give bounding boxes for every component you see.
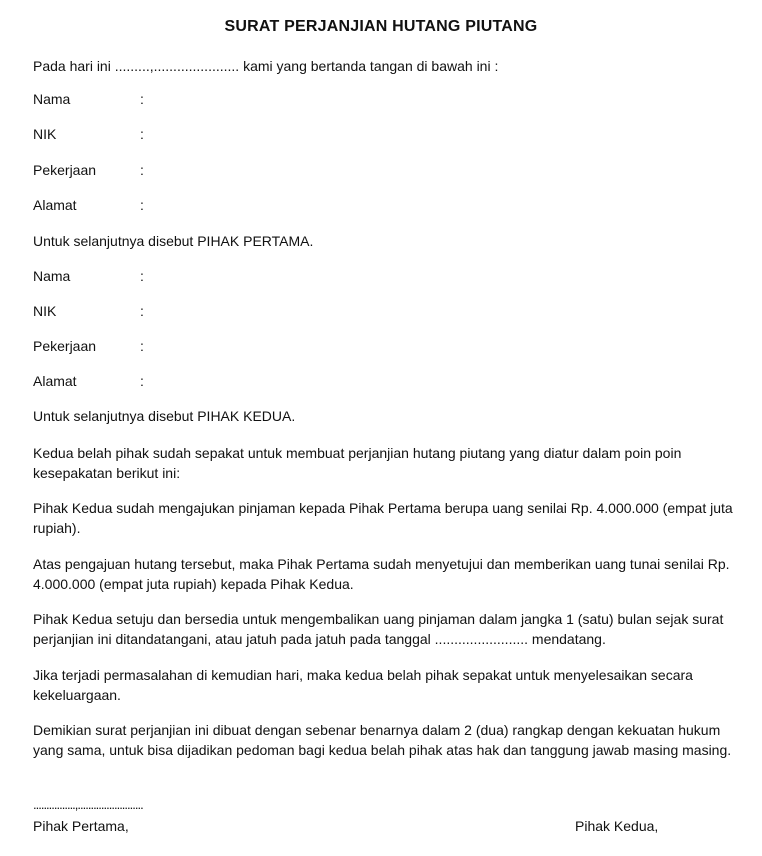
- p2-alamat-label: Alamat: [33, 373, 77, 389]
- p2-pekerjaan-label: Pekerjaan: [33, 338, 97, 354]
- paragraph-loan-request: Pihak Kedua sudah mengajukan pinjaman kepada Pihak Pertama berupa uang senilai Rp. 4.000.000 (empat juta rupiah).: [33, 500, 733, 536]
- p1-pekerjaan-colon: :: [140, 162, 144, 178]
- p1-alamat-colon: :: [140, 197, 144, 213]
- pihak-pertama-designation: Untuk selanjutnya disebut PIHAK PERTAMA.: [33, 233, 314, 249]
- document-title: SURAT PERJANJIAN HUTANG PIUTANG: [224, 18, 538, 35]
- p1-alamat-label: Alamat: [33, 197, 77, 213]
- p2-nik-colon: :: [140, 303, 144, 319]
- paragraph-intro: Kedua belah pihak sudah sepakat untuk membuat perjanjian hutang piutang yang diatur dalam poin poin kesepakatan berikut ini:: [33, 445, 682, 481]
- paragraph-repayment: Pihak Kedua setuju dan bersedia untuk mengembalikan uang pinjaman dalam jangka 1 (satu) bulan sejak surat perjanjian ini ditandatangani, atau jatuh pada jatuh pada tanggal ........................ mendatang.: [33, 611, 724, 647]
- paragraph-loan-approval: Atas pengajuan hutang tersebut, maka Pihak Pertama sudah menyetujui dan memberikan uang tunai senilai Rp. 4.000.000 (empat juta rupiah) kepada Pihak Kedua.: [33, 556, 730, 592]
- p2-nama-label: Nama: [33, 268, 71, 284]
- paragraph-dispute: Jika terjadi permasalahan di kemudian hari, maka kedua belah pihak sepakat untuk menyelesaikan secara kekeluargaan.: [33, 667, 693, 703]
- opening-line: Pada hari ini .........,...................... kami yang bertanda tangan di bawah ini :: [33, 58, 499, 74]
- p1-nama-label: Nama: [33, 91, 71, 107]
- p2-alamat-colon: :: [140, 373, 144, 389]
- place-date-line: ................,.........................: [33, 797, 143, 812]
- p2-nik-label: NIK: [33, 303, 57, 319]
- signature-pihak-pertama: Pihak Pertama,: [33, 818, 129, 834]
- p1-nama-colon: :: [140, 91, 144, 107]
- p1-nik-colon: :: [140, 126, 144, 142]
- pihak-kedua-designation: Untuk selanjutnya disebut PIHAK KEDUA.: [33, 408, 296, 424]
- p2-pekerjaan-colon: :: [140, 338, 144, 354]
- p1-pekerjaan-label: Pekerjaan: [33, 162, 97, 178]
- paragraph-closing: Demikian surat perjanjian ini dibuat dengan sebenar benarnya dalam 2 (dua) rangkap dengan kekuatan hukum yang sama, untuk bisa dijadikan pedoman bagi kedua belah pihak atas hak dan tanggung jawab masing masing.: [33, 722, 732, 758]
- p1-nik-label: NIK: [33, 126, 57, 142]
- signature-pihak-kedua: Pihak Kedua,: [575, 818, 659, 834]
- p2-nama-colon: :: [140, 268, 144, 284]
